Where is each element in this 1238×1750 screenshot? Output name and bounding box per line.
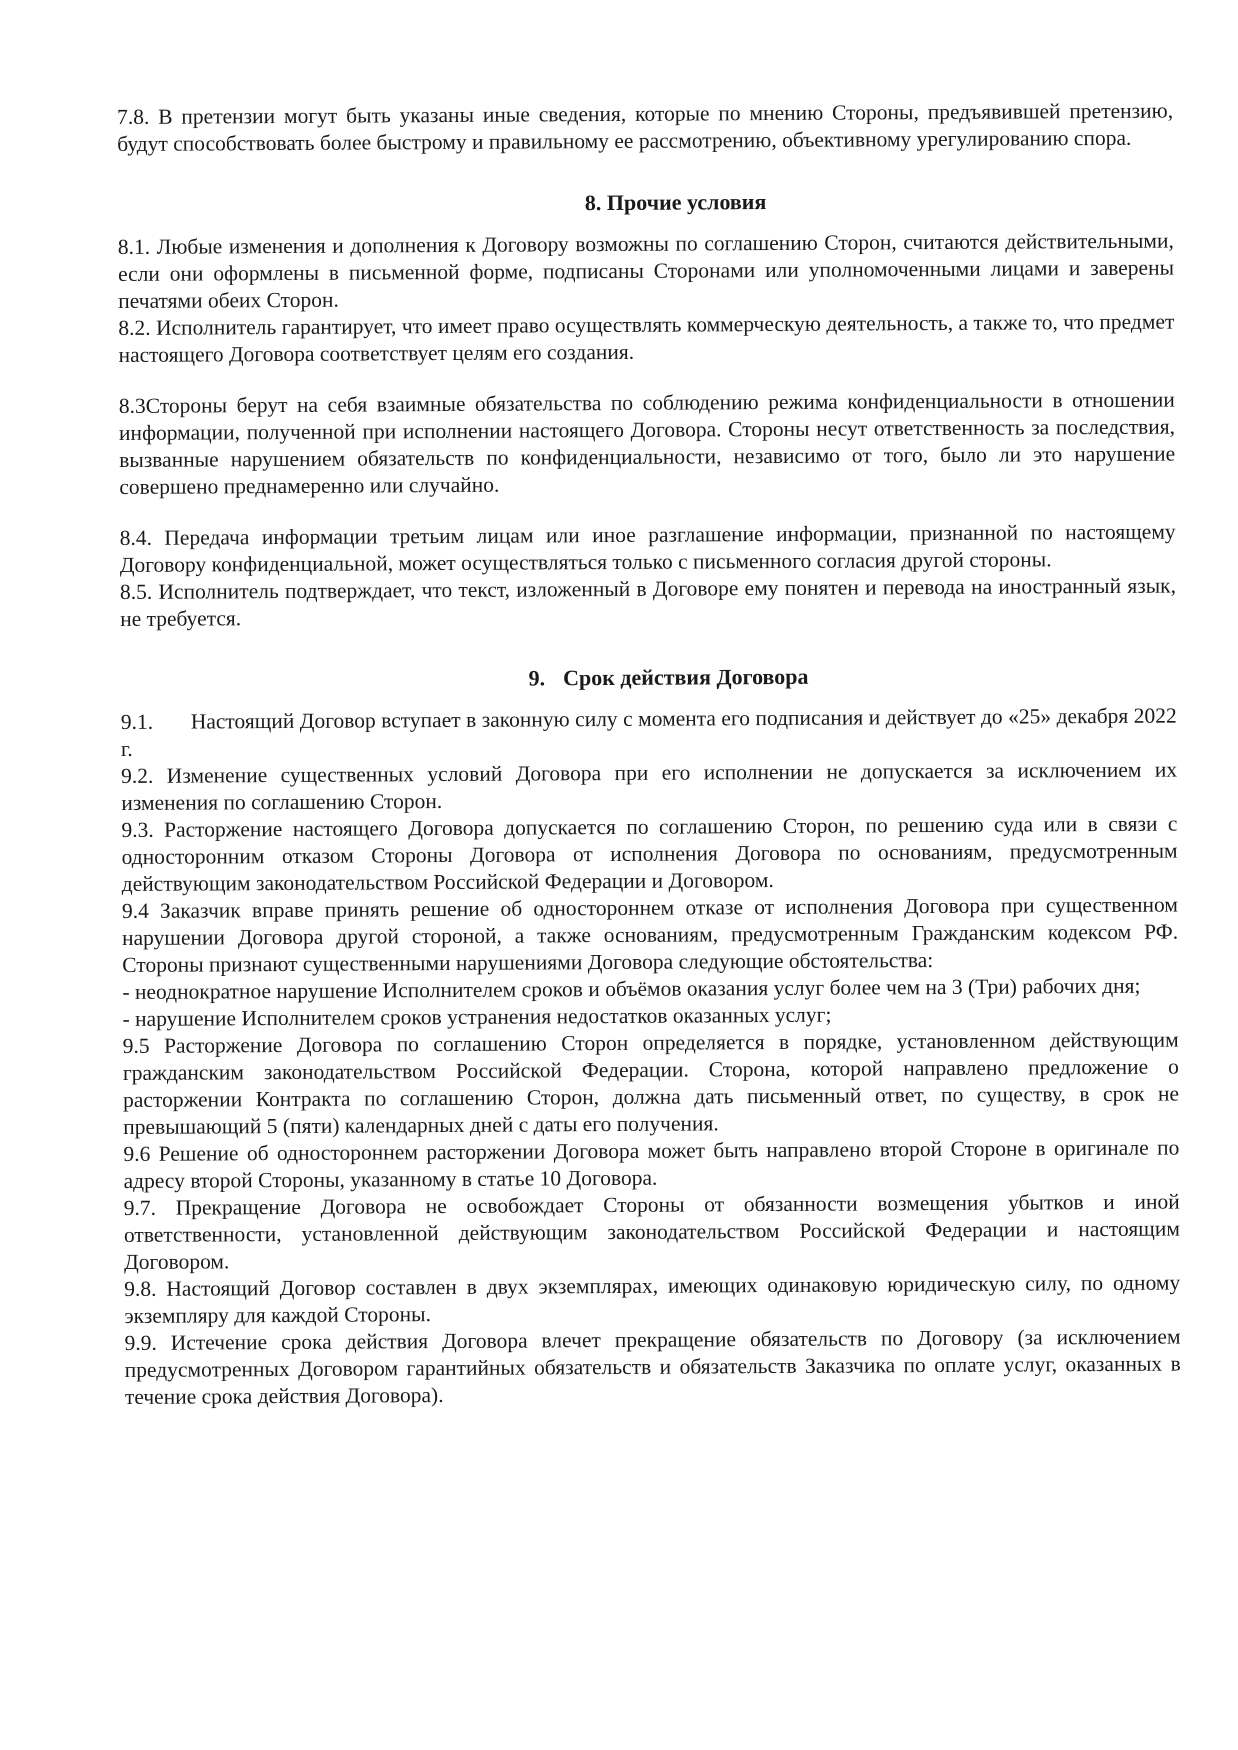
- section-9-title-text: Срок действия Договора: [562, 663, 809, 691]
- clause-8-3: 8.3Стороны берут на себя взаимные обязательства по соблюдению режима конфиденциальности в отношении информации, полученной при исполнении настоящего Договора. Стороны несут ответственность за последствия, вызванные нарушением обязательств по конфиденциальности, независимо от того, было ли это нарушение совершено преднамеренно или случайно.: [118, 387, 1176, 499]
- clause-9-9: 9.9. Истечение срока действия Договора влечет прекращение обязательств по Договору (за исключением предусмотренных Договором гарантийных обязательств и обязательств Заказчика по оплате услуг, оказанных в течение срока действия Договора).: [124, 1324, 1181, 1409]
- section-8-title: 8. Прочие условия: [584, 189, 767, 216]
- clause-8-4: 8.4. Передача информации третьим лицам или иное разглашение информации, признанной по настоящему Договору конфиденциальной, может осуществляться только с письменного согласия другой стороны.: [119, 519, 1176, 577]
- document-body: [117, 98, 1181, 1411]
- clause-9-8: 9.8. Настоящий Договор составлен в двух экземплярах, имеющих одинаковую юридическую силу, по одному экземпляру для каждой Стороны.: [124, 1270, 1181, 1328]
- clause-9-4-item-2: - нарушение Исполнителем сроков устранения недостатков оказанных услуг;: [122, 1002, 832, 1031]
- clause-9-2: 9.2. Изменение существенных условий Договора при его исполнении не допускается за исключением их изменения по соглашению Сторон.: [121, 757, 1178, 815]
- clause-9-1: [121, 703, 1177, 763]
- clause-8-2: 8.2. Исполнитель гарантирует, что имеет право осуществлять коммерческую деятельность, а также то, что предмет настоящего Договора соответствует целям его создания.: [118, 309, 1175, 367]
- clause-8-1: 8.1. Любые изменения и дополнения к Договору возможны по соглашению Сторон, считаются действительными, если они оформлены в письменной форме, подписаны Сторонами или уполномоченными лицами и заверены печатями обеих Сторон.: [117, 228, 1175, 313]
- clause-9-3: 9.3. Расторжение настоящего Договора допускается по соглашению Сторон, по решению суда или в связи с односторонним отказом Стороны Договора от исполнения Договора по основаниям, предусмотренным действующим законодательством Российской Федерации и Договором.: [121, 811, 1178, 896]
- section-9-number: 9.: [528, 665, 546, 691]
- clause-7-8: 7.8. В претензии могут быть указаны иные сведения, которые по мнению Стороны, предъявившей претензию, будут способствовать более быстрому и правильному ее рассмотрению, объективному урегулированию спора.: [117, 98, 1174, 156]
- clause-9-4: 9.4 Заказчик вправе принять решение об одностороннем отказе от исполнения Договора при существенном нарушении Договора другой стороной, а также основаниям, предусмотренным Гражданским кодексом РФ. Стороны признают существенными нарушениями Договора следующие обстоятельства:: [121, 892, 1179, 977]
- clause-9-1-number: 9.1.: [120, 709, 154, 734]
- clause-9-4-item-1: - неоднократное нарушение Исполнителем сроков и объёмов оказания услуг более чем на 3 (Три) рабочих дня;: [122, 973, 1141, 1004]
- clause-9-1-text: Настоящий Договор вступает в законную силу с момента его подписания и действует до «25» декабря 2022 г.: [120, 703, 1177, 761]
- clause-9-7: 9.7. Прекращение Договора не освобождает Стороны от обязанности возмещения убытков и иной ответственности, установленной действующим законодательством Российской Федерации и настоящим Договором.: [123, 1189, 1180, 1274]
- clause-9-6: 9.6 Решение об одностороннем расторжении Договора может быть направлено второй Стороне в оригинале по адресу второй Стороны, указанному в статье 10 Договора.: [123, 1135, 1180, 1193]
- clause-9-5: 9.5 Расторжение Договора по соглашению Сторон определяется в порядке, установленном действующим гражданским законодательством Российской Федерации. Сторона, которой направлено предложение о расторжении Контракта по соглашению Сторон, должна дать письменный ответ, по существу, в срок не превышающий 5 (пяти) календарных дней с даты его получения.: [122, 1027, 1180, 1139]
- clause-8-5: 8.5. Исполнитель подтверждает, что текст, изложенный в Договоре ему понятен и перевода на иностранный язык, не требуется.: [119, 573, 1177, 631]
